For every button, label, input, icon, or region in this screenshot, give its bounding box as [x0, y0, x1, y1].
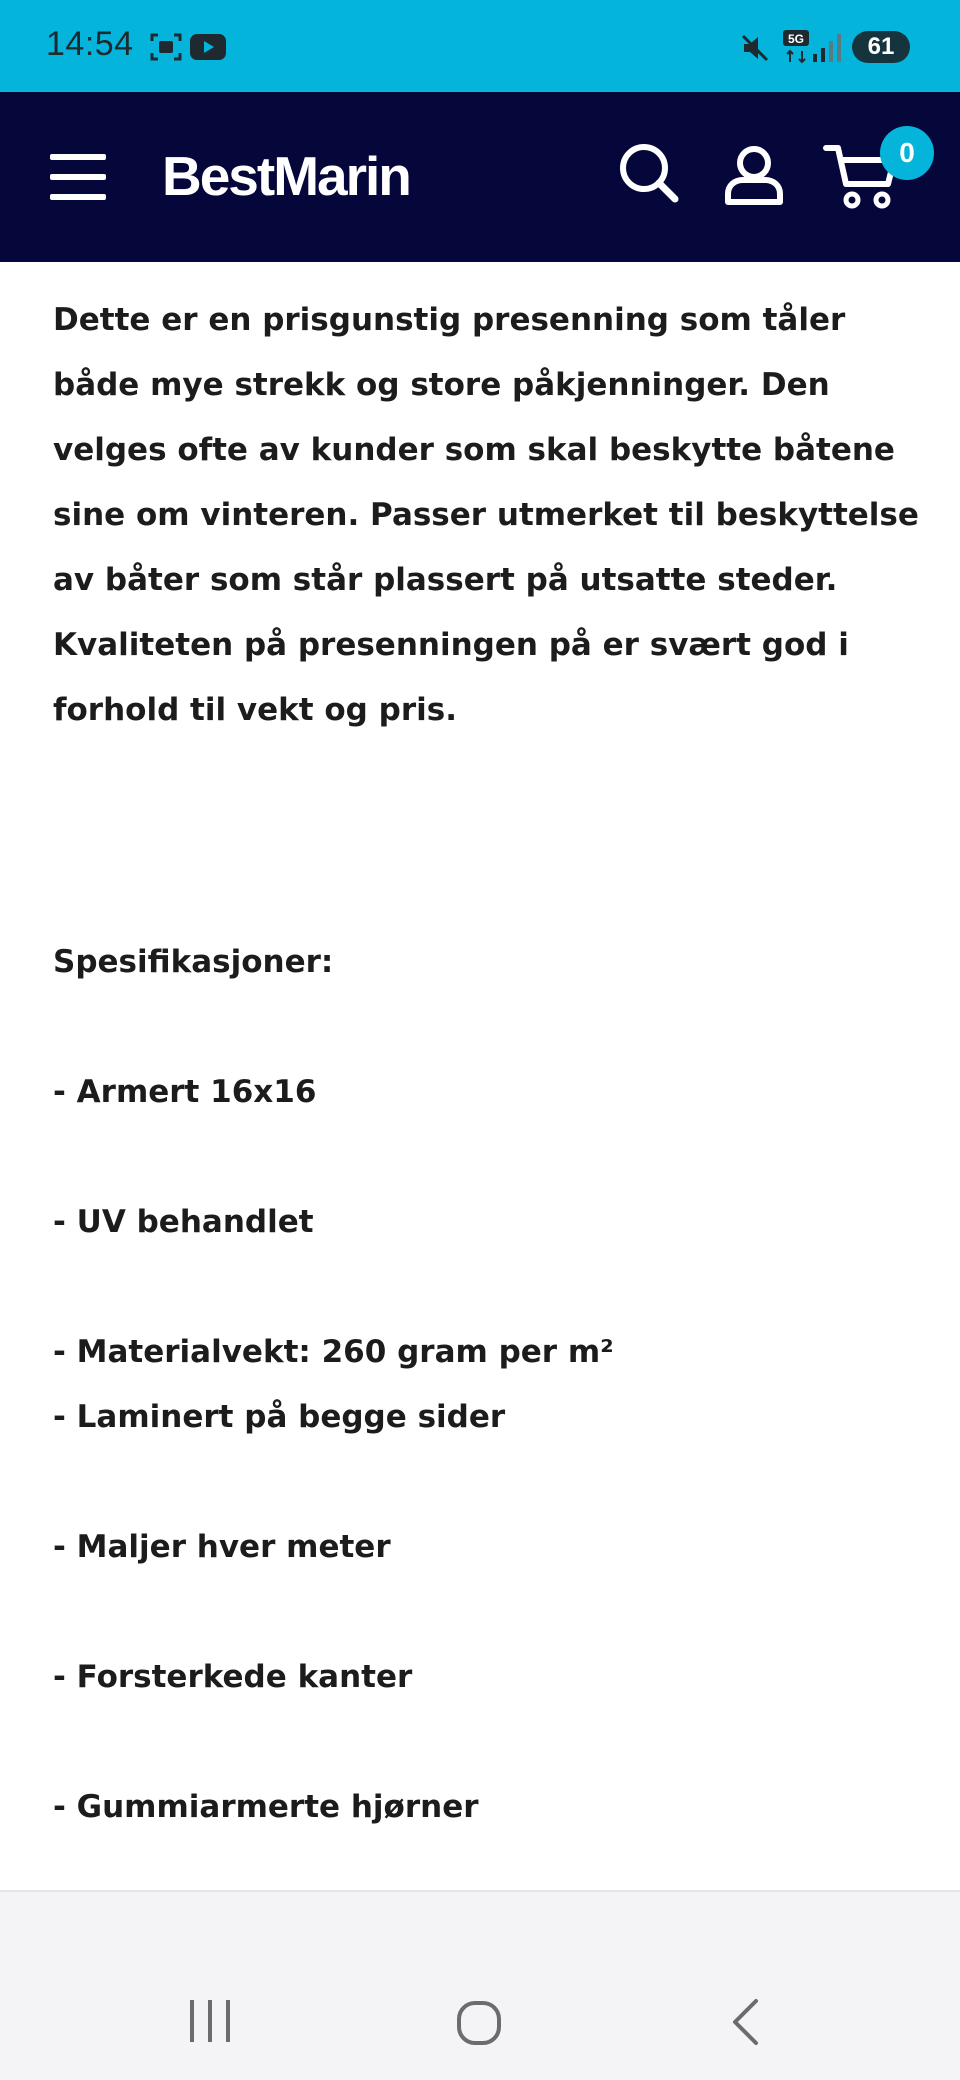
brand-logo[interactable]: BestMarin — [162, 145, 410, 207]
system-nav-bar — [0, 1892, 960, 2080]
spec-item: - Armert 16x16 — [53, 1074, 317, 1110]
status-bar — [0, 0, 960, 92]
recents-icon[interactable] — [186, 2000, 234, 2042]
youtube-icon — [190, 34, 226, 60]
home-icon[interactable] — [456, 2000, 502, 2046]
spec-item: - Laminert på begge sider — [53, 1399, 506, 1435]
status-time: 14:54 — [46, 25, 134, 63]
menu-icon[interactable] — [50, 152, 108, 202]
mute-icon — [740, 33, 770, 63]
spec-heading: Spesifikasjoner: — [53, 944, 334, 980]
spec-item: - Forsterkede kanter — [53, 1659, 413, 1695]
spec-item: - UV behandlet — [53, 1204, 314, 1240]
back-icon[interactable] — [730, 1998, 760, 2046]
network-label: 5G — [787, 32, 805, 46]
spec-item: - Gummiarmerte hjørner — [53, 1789, 479, 1825]
site-header — [0, 92, 960, 262]
battery-icon — [852, 31, 910, 63]
screenshot-icon — [150, 32, 182, 62]
battery-level: 61 — [867, 33, 895, 60]
spec-item: - Materialvekt: 260 gram per m² — [53, 1334, 614, 1370]
search-icon[interactable] — [618, 142, 680, 204]
cart-count-badge[interactable]: 0 — [880, 126, 934, 180]
5g-icon — [782, 30, 810, 68]
signal-icon — [812, 34, 842, 62]
product-description-section — [53, 288, 923, 743]
spec-item: - Maljer hver meter — [53, 1529, 391, 1565]
account-icon[interactable] — [724, 144, 784, 206]
product-description: Dette er en prisgunstig presenning som tåler både mye strekk og store påkjenninger. Den velges ofte av kunder som skal beskytte båtene sine om vinteren. Passer utmerket til beskyttelse av båter som står plassert på utsatte steder. Kvaliteten på presenningen på er svært god i forhold til vekt og pris. — [53, 302, 919, 728]
